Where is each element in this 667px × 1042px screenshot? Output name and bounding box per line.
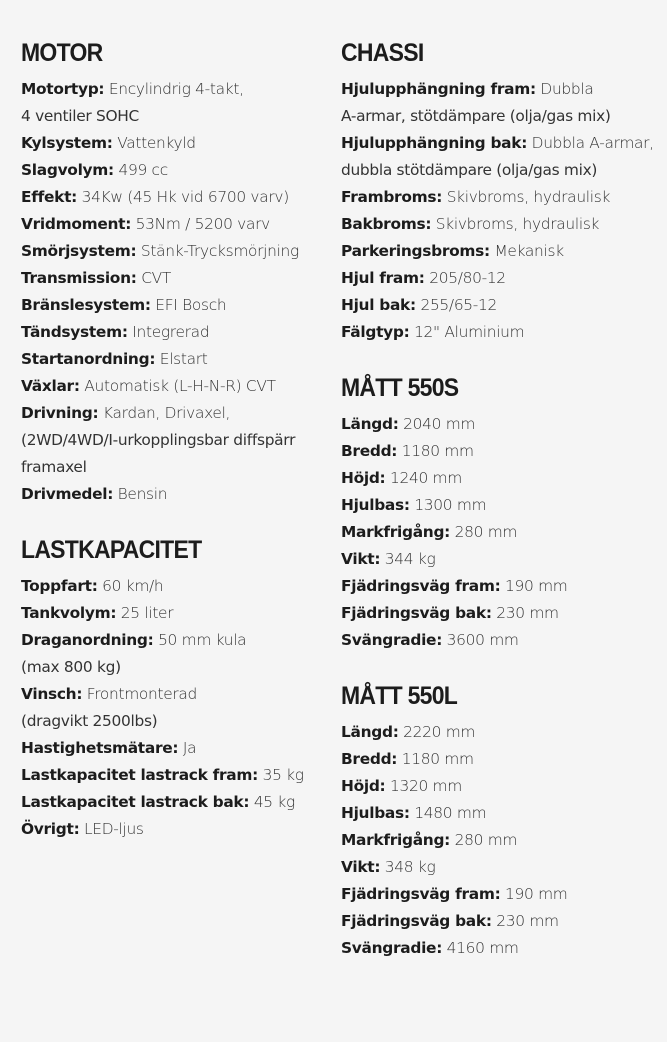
spec-row bbox=[341, 130, 663, 157]
spec-value: Dubbla bbox=[540, 80, 594, 98]
spec-value: Elstart bbox=[159, 350, 208, 368]
spec-label: Längd : bbox=[341, 723, 399, 741]
spec-value: 4160 mm bbox=[446, 939, 519, 957]
spec-label: Bredd : bbox=[341, 750, 397, 768]
spec-label: Lastkapacitet lastrack bak : bbox=[21, 793, 249, 811]
section-title-matt-550s: MÅTT 550S bbox=[341, 374, 459, 402]
spec-value: 53Nm / 5200 varv bbox=[135, 215, 270, 233]
spec-value-continuation: (2WD/4WD/I-urkopplingsbar diffspärr bbox=[21, 431, 296, 449]
spec-label: Fjädringsväg fram : bbox=[341, 577, 500, 595]
spec-value-continuation: (max 800 kg) bbox=[21, 658, 121, 676]
spec-row bbox=[21, 265, 331, 292]
spec-row bbox=[21, 681, 331, 708]
spec-label: Svängradie : bbox=[341, 939, 442, 957]
spec-list bbox=[341, 411, 663, 654]
spec-label: Vikt : bbox=[341, 550, 380, 568]
left-column bbox=[21, 38, 331, 843]
spec-row bbox=[21, 130, 331, 157]
spec-value: 190 mm bbox=[505, 885, 568, 903]
spec-label: Smörjsystem : bbox=[21, 242, 136, 260]
spec-label: Hjul bak : bbox=[341, 296, 416, 314]
spec-value: Kardan, Drivaxel, bbox=[102, 404, 231, 422]
spec-value: 2220 mm bbox=[403, 723, 476, 741]
spec-value: Automatisk (L-H-N-R) CVT bbox=[84, 377, 276, 395]
spec-row bbox=[21, 76, 331, 103]
spec-label: Bredd : bbox=[341, 442, 397, 460]
spec-value: 2040 mm bbox=[403, 415, 476, 433]
right-column bbox=[341, 38, 663, 962]
spec-row bbox=[21, 211, 331, 238]
spec-row bbox=[21, 481, 331, 508]
spec-row bbox=[21, 816, 331, 843]
spec-value: 280 mm bbox=[454, 831, 518, 849]
spec-row bbox=[21, 600, 331, 627]
spec-value: 348 kg bbox=[384, 858, 436, 876]
spec-label: Bakbroms : bbox=[341, 215, 431, 233]
spec-label: Hjul fram : bbox=[341, 269, 425, 287]
spec-value: 280 mm bbox=[454, 523, 518, 541]
spec-value: EFI Bosch bbox=[155, 296, 227, 314]
spec-label: Övrigt : bbox=[21, 820, 79, 838]
spec-label: Hastighetsmätare : bbox=[21, 739, 178, 757]
spec-row bbox=[21, 373, 331, 400]
spec-value: 35 kg bbox=[262, 766, 304, 784]
spec-label: Transmission : bbox=[21, 269, 137, 287]
spec-row bbox=[21, 400, 331, 427]
spec-value: Skivbroms, hydraulisk bbox=[435, 215, 600, 233]
spec-value: Stänk-Trycksmörjning bbox=[140, 242, 299, 260]
spec-row bbox=[21, 789, 331, 816]
spec-row bbox=[341, 319, 663, 346]
spec-row bbox=[341, 238, 663, 265]
spec-label: Kylsystem : bbox=[21, 134, 113, 152]
spec-value: 25 liter bbox=[120, 604, 174, 622]
spec-row bbox=[341, 184, 663, 211]
spec-label: Fälgtyp : bbox=[341, 323, 409, 341]
spec-value: Ja bbox=[182, 739, 197, 757]
spec-value: Encylindrig 4-takt, bbox=[108, 80, 244, 98]
spec-row bbox=[341, 465, 663, 492]
spec-label: Höjd : bbox=[341, 777, 385, 795]
spec-row bbox=[21, 319, 331, 346]
spec-label: Slagvolym : bbox=[21, 161, 114, 179]
section-title-lastkapacitet: LASTKAPACITET bbox=[21, 536, 202, 564]
spec-row bbox=[341, 600, 663, 627]
spec-row bbox=[341, 827, 663, 854]
spec-label: Vikt : bbox=[341, 858, 380, 876]
spec-value: 230 mm bbox=[496, 912, 559, 930]
section-chassi bbox=[341, 38, 663, 346]
spec-row bbox=[341, 881, 663, 908]
spec-label: Höjd : bbox=[341, 469, 385, 487]
spec-label: Hjulbas : bbox=[341, 496, 410, 514]
spec-label: Lastkapacitet lastrack fram : bbox=[21, 766, 258, 784]
spec-label: Hjulupphängning fram : bbox=[341, 80, 536, 98]
section-motor bbox=[21, 38, 331, 508]
spec-row bbox=[21, 238, 331, 265]
spec-label: Längd : bbox=[341, 415, 399, 433]
spec-value: 190 mm bbox=[505, 577, 568, 595]
spec-list bbox=[21, 573, 331, 843]
spec-value-continuation: A-armar, stötdämpare (olja/gas mix) bbox=[341, 107, 611, 125]
spec-value: 45 kg bbox=[253, 793, 295, 811]
spec-label: Drivning : bbox=[21, 404, 98, 422]
section-matt-550l bbox=[341, 681, 663, 962]
section-title-matt-550l: MÅTT 550L bbox=[341, 682, 458, 710]
spec-row bbox=[341, 854, 663, 881]
spec-label: Svängradie : bbox=[341, 631, 442, 649]
spec-value: Mekanisk bbox=[494, 242, 564, 260]
spec-row bbox=[341, 292, 663, 319]
spec-value: 255/65-12 bbox=[420, 296, 498, 314]
spec-row bbox=[341, 76, 663, 103]
spec-value-continuation: framaxel bbox=[21, 458, 87, 476]
spec-row bbox=[341, 573, 663, 600]
spec-row bbox=[21, 735, 331, 762]
spec-value: 1240 mm bbox=[390, 469, 462, 487]
spec-label: Fjädringsväg bak : bbox=[341, 912, 492, 930]
spec-label: Växlar : bbox=[21, 377, 80, 395]
spec-row bbox=[341, 773, 663, 800]
spec-label: Drivmedel : bbox=[21, 485, 113, 503]
spec-label: Hjulbas : bbox=[341, 804, 410, 822]
spec-value: Vattenkyld bbox=[117, 134, 196, 152]
spec-value: Integrerad bbox=[132, 323, 210, 341]
section-title-motor: MOTOR bbox=[21, 39, 103, 67]
spec-row bbox=[21, 157, 331, 184]
spec-row bbox=[21, 292, 331, 319]
spec-row bbox=[341, 438, 663, 465]
spec-list bbox=[21, 76, 331, 508]
spec-row bbox=[341, 800, 663, 827]
spec-row bbox=[21, 762, 331, 789]
section-lastkapacitet bbox=[21, 535, 331, 843]
spec-row bbox=[341, 746, 663, 773]
spec-value: Bensin bbox=[117, 485, 168, 503]
spec-label: Toppfart : bbox=[21, 577, 98, 595]
spec-row bbox=[21, 346, 331, 373]
spec-row bbox=[341, 411, 663, 438]
spec-label: Markfrigång : bbox=[341, 523, 450, 541]
spec-value-continuation: dubbla stötdämpare (olja/gas mix) bbox=[341, 161, 598, 179]
spec-label: Tankvolym : bbox=[21, 604, 116, 622]
spec-label: Fjädringsväg fram : bbox=[341, 885, 500, 903]
spec-label: Effekt : bbox=[21, 188, 77, 206]
spec-label: Vinsch : bbox=[21, 685, 82, 703]
spec-value: 1320 mm bbox=[390, 777, 462, 795]
spec-row bbox=[341, 265, 663, 292]
spec-list bbox=[341, 719, 663, 962]
spec-row bbox=[21, 184, 331, 211]
spec-value: 50 mm kula bbox=[158, 631, 247, 649]
spec-row bbox=[341, 908, 663, 935]
spec-label: Fjädringsväg bak : bbox=[341, 604, 492, 622]
spec-label: Motortyp : bbox=[21, 80, 104, 98]
spec-row bbox=[21, 573, 331, 600]
spec-label: Frambroms : bbox=[341, 188, 442, 206]
spec-row bbox=[341, 211, 663, 238]
spec-label: Tändsystem : bbox=[21, 323, 128, 341]
spec-value: Dubbla A-armar, bbox=[531, 134, 654, 152]
spec-label: Vridmoment : bbox=[21, 215, 131, 233]
spec-value: 34Kw (45 Hk vid 6700 varv) bbox=[81, 188, 289, 206]
spec-value-continuation: 4 ventiler SOHC bbox=[21, 107, 139, 125]
spec-value: 344 kg bbox=[384, 550, 436, 568]
spec-value: 205/80-12 bbox=[429, 269, 506, 287]
spec-label: Draganordning : bbox=[21, 631, 153, 649]
spec-label: Bränslesystem : bbox=[21, 296, 151, 314]
spec-value: 1180 mm bbox=[401, 750, 474, 768]
spec-value: 1180 mm bbox=[401, 442, 474, 460]
spec-row bbox=[341, 935, 663, 962]
spec-list bbox=[341, 76, 663, 346]
section-matt-550s bbox=[341, 373, 663, 654]
spec-value: 3600 mm bbox=[446, 631, 519, 649]
spec-row bbox=[341, 719, 663, 746]
spec-value: 1300 mm bbox=[414, 496, 487, 514]
spec-value: Skivbroms, hydraulisk bbox=[446, 188, 611, 206]
spec-value: Frontmonterad bbox=[86, 685, 198, 703]
spec-value: 60 km/h bbox=[102, 577, 164, 595]
spec-value: 12" Aluminium bbox=[414, 323, 525, 341]
spec-label: Parkeringsbroms : bbox=[341, 242, 490, 260]
spec-value: LED-ljus bbox=[84, 820, 144, 838]
spec-label: Markfrigång : bbox=[341, 831, 450, 849]
spec-value-continuation: (dragvikt 2500lbs) bbox=[21, 712, 158, 730]
spec-row bbox=[341, 546, 663, 573]
spec-label: Hjulupphängning bak : bbox=[341, 134, 527, 152]
spec-row bbox=[341, 492, 663, 519]
spec-value: 499 cc bbox=[118, 161, 168, 179]
spec-row bbox=[21, 627, 331, 654]
spec-label: Startanordning : bbox=[21, 350, 155, 368]
spec-row bbox=[341, 627, 663, 654]
spec-value: 1480 mm bbox=[414, 804, 487, 822]
spec-value: CVT bbox=[141, 269, 171, 287]
section-title-chassi: CHASSI bbox=[341, 39, 424, 67]
spec-value: 230 mm bbox=[496, 604, 559, 622]
spec-row bbox=[341, 519, 663, 546]
